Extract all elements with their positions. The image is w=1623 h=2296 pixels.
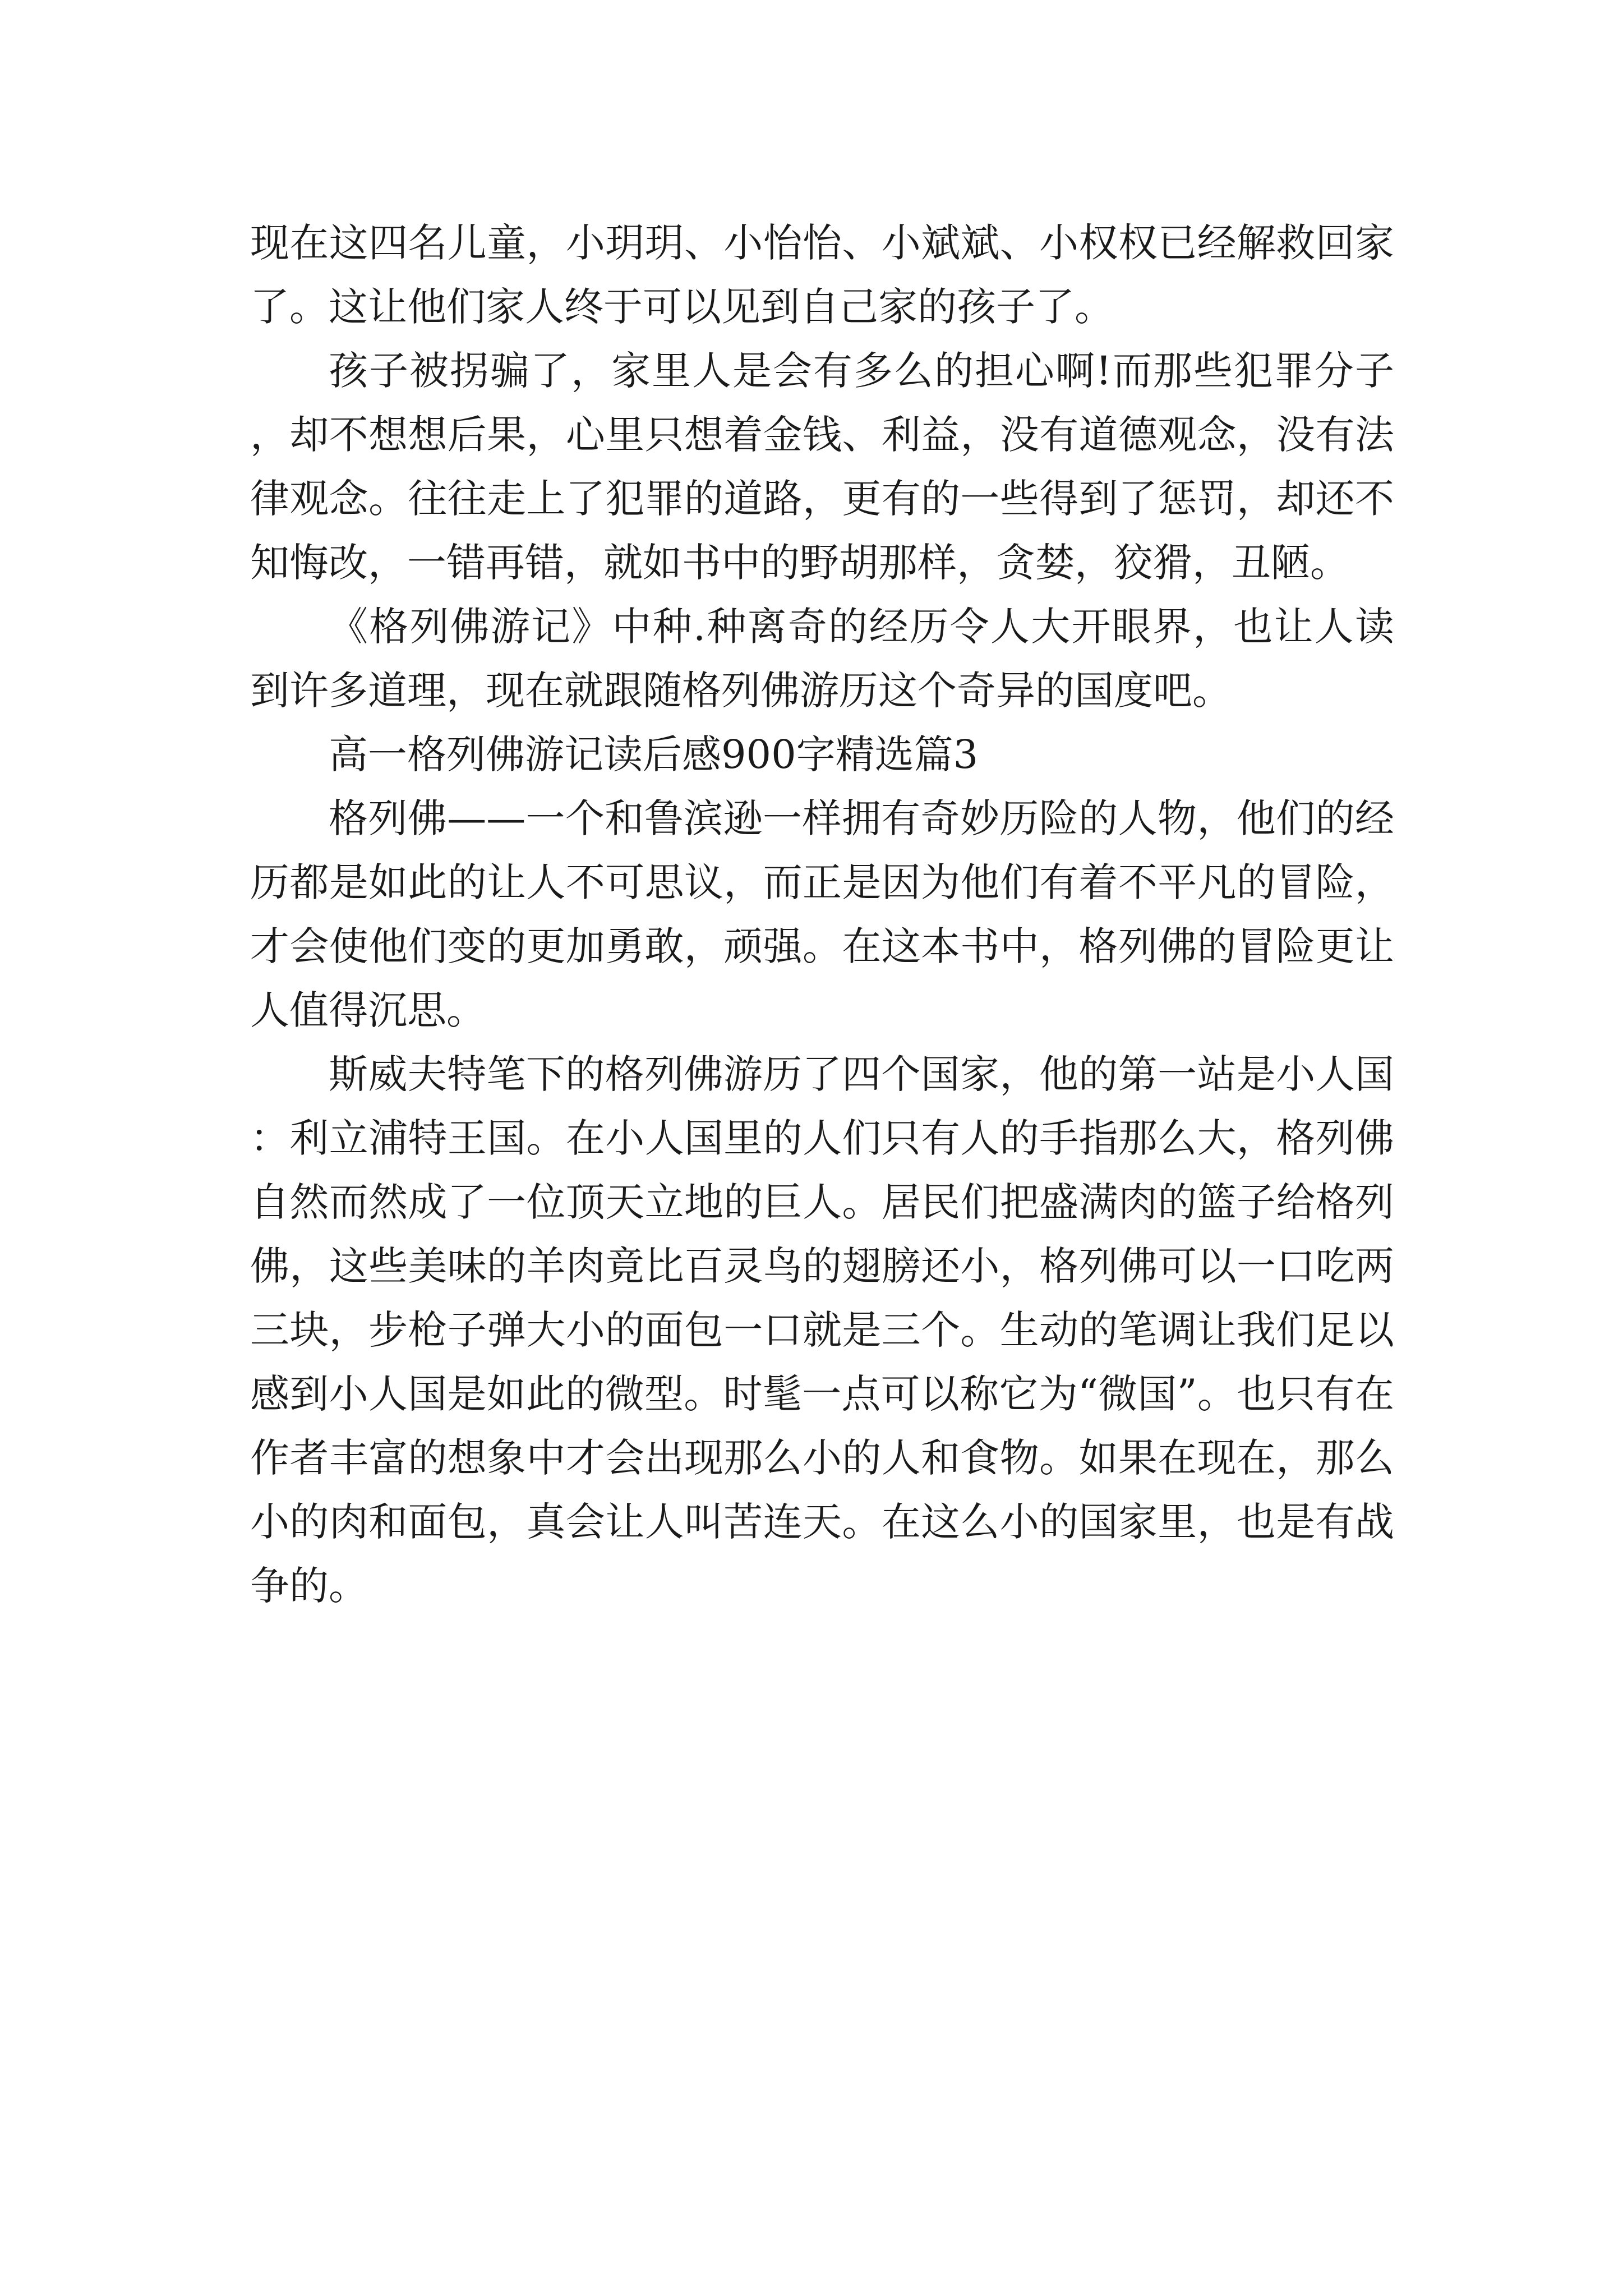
section-heading: 高一格列佛游记读后感900字精选篇3 (329, 731, 979, 777)
paragraph-3: 《格列佛游记》中种.种离奇的经历令人大开眼界，也让人读到许多道理，现在就跟随格列佛游历这个奇异的国度吧。 (250, 604, 1394, 714)
paragraph-5: 斯威夫特笔下的格列佛游历了四个国家，他的第一站是小人国：利立浦特王国。在小人国里的人们只有人的手指那么大，格列佛自然而然成了一位顶天立地的巨人。居民们把盛满肉的篮子给格列佛，这些美味的羊肉竟比百灵鸟的翅膀还小，格列佛可以一口吃两三块，步枪子弹大小的面包一口就是三个。生动的笔调让我们足以感到小人国是如此的微型。时髦一点可以称它为“微国”。也只有在作者丰富的想象中才会出现那么小的人和食物。如果在现在，那么小的肉和面包，真会让人叫苦连天。在这么小的国家里，也是有战争的。 (250, 1051, 1394, 1609)
paragraph-2: 孩子被拐骗了，家里人是会有多么的担心啊!而那些犯罪分子，却不想想后果，心里只想着金钱、利益，没有道德观念，没有法律观念。往往走上了犯罪的道路，更有的一些得到了惩罚，却还不知悔改，一错再错，就如书中的野胡那样，贪婪，狡猾，丑陋。 (250, 348, 1394, 586)
paragraph-4: 格列佛——一个和鲁滨逊一样拥有奇妙历险的人物，他们的经历都是如此的让人不可思议，而正是因为他们有着不平凡的冒险，才会使他们变的更加勇敢，顽强。在这本书中，格列佛的冒险更让人值得沉思。 (250, 795, 1394, 1033)
document-body (250, 211, 1394, 1618)
paragraph-1: 现在这四名儿童，小玥玥、小怡怡、小斌斌、小权权已经解救回家了。这让他们家人终于可以见到自己家的孩子了。 (250, 220, 1394, 330)
